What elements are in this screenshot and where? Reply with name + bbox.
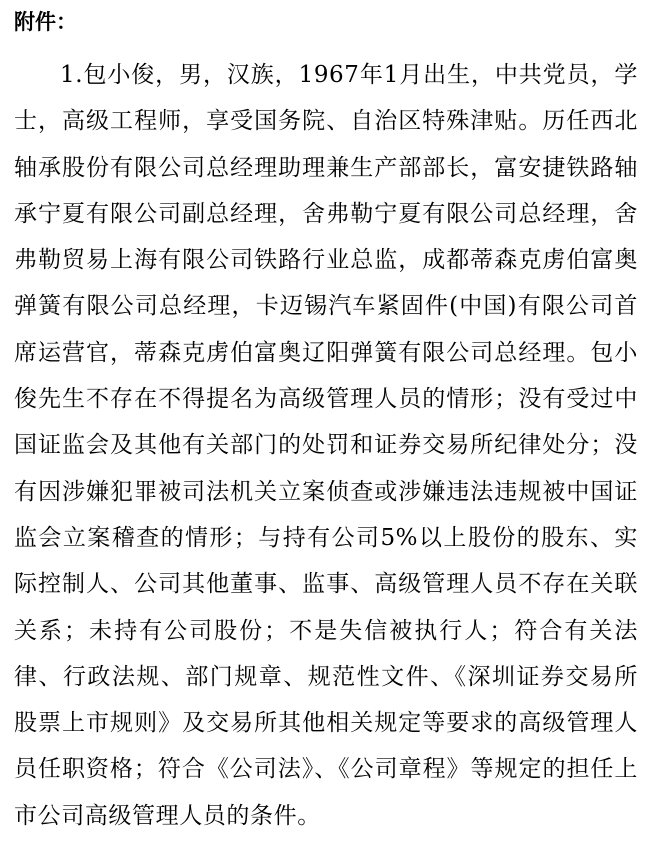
attachment-heading: 附件： bbox=[14, 10, 77, 34]
candidate-bio-paragraph: 1.包小俊，男，汉族，1967年1月出生，中共党员，学士，高级工程师，享受国务院、自治区特殊津贴。历任西北轴承股份有限公司总经理助理兼生产部部长，富安捷铁路轴承宁夏有限公司副总经理，舍弗勒宁夏有限公司总经理，舍弗勒贸易上海有限公司铁路行业总监，成都蒂森克虏伯富奥弹簧有限公司总经理，卡迈锡汽车紧固件(中国)有限公司首席运营官，蒂森克虏伯富奥辽阳弹簧有限公司总经理。包小俊先生不存在不得提名为高级管理人员的情形；没有受过中国证监会及其他有关部门的处罚和证券交易所纪律处分；没有因涉嫌犯罪被司法机关立案侦查或涉嫌违法违规被中国证监会立案稽查的情形；与持有公司5%以上股份的股东、实际控制人、公司其他董事、监事、高级管理人员不存在关联关系；未持有公司股份；不是失信被执行人；符合有关法律、行政法规、部门规章、规范性文件、《深圳证券交易所股票上市规则》及交易所其他相关规定等要求的高级管理人员任职资格；符合《公司法》、《公司章程》等规定的担任上市公司高级管理人员的条件。 bbox=[14, 62, 638, 829]
